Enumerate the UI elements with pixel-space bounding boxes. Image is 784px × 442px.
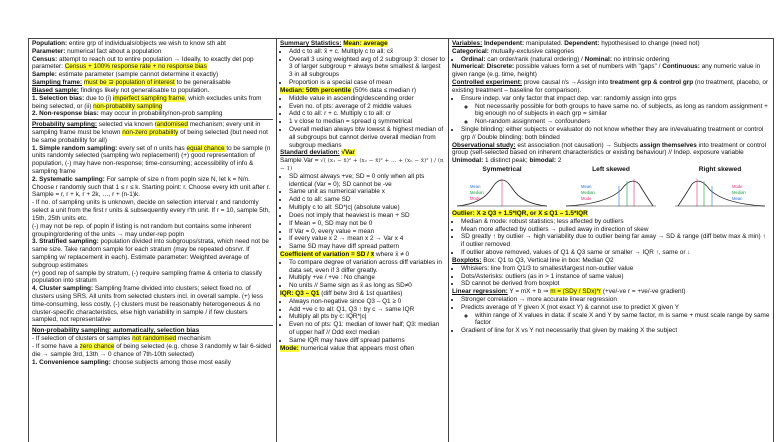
symmetrical-diagram: Symmetrical Mean Median Mode — [452, 166, 552, 208]
symmetrical-curve — [452, 174, 552, 208]
cv-header: Coefficient of variation = SD / x̄ where x̄ ≠ 0 — [280, 250, 410, 258]
parameter-line: Parameter: numerical fact about a population — [32, 47, 162, 55]
sampling-frame-line: Sampling frame: must be ⊇ population of interest to be generalisable — [32, 79, 231, 87]
boxplots-line: Boxplots: Box: Q1 to Q3, Vertical line in box: Median Q2 — [452, 256, 614, 264]
regression-list: • Stronger correlation → more accurate linear regression • Predicts average of Y given X (not exact Y) & cannot use to predict X given Y ◦ within range of X values in data: if scale X and Y by same factor, m is same + must scale range by same factor • Gradient of line for X vs Y not necessarily that given by making X the subject — [461, 296, 770, 335]
cv-list: • To compare degree of variation across diff variables in data set, even if 3 differ greatly. • Multiply +ve / +ve : No change • No units // Same sign as x̄ as long as SD≠0 — [289, 259, 445, 290]
iqr-header: IQR: Q3 – Q1 (diff betw 3rd & 1st quartiles) — [280, 290, 403, 297]
stratified-sampling: 3. Stratified sampling: population divided into subgroups/strata, which need not be same size. Take random sample for each stratum (may be repeated obsrvr. If sampling w/ replacement in each). Estimate parameter: Weighted average of subgroup estimates — [32, 238, 269, 269]
median-list: • Middle value in ascending/descending order • Even no. of pts: average of 2 middle values • Add c to all: r + c. Multiply c to all: cr • 1 v close to median = spread q symmetrical • Overall median always btw lowest & highest median of all subgroups but cannot derive overall median from subgroup medians — [289, 95, 445, 150]
right-skewed-curve — [670, 174, 770, 208]
right-skewed-diagram: Right skewed Mode Median Mean — [670, 166, 770, 208]
cheat-sheet — [28, 38, 774, 441]
right-label-mean: Mean — [732, 196, 743, 202]
distribution-diagrams — [452, 166, 770, 208]
categorical-line: Categorical: mutually-exclusive categories — [452, 47, 575, 55]
linear-regression-line: Linear regression: Y = mX + b ⇒ m = (SDy / SDx)*r (+ve/-ve r = +ve/-ve gradient) — [452, 288, 686, 296]
variance-formula: Sample Var = √( (x₁ − x̄)² + (x₂ − x̄)² + … + (xₙ − x̄)² ) / (n − 1) — [280, 157, 444, 172]
non-probability-section: Non-probability sampling: automatically, selection bias - If selection of clusters or samples not randomised mechanism - If some have a zero chance of being selected (e.g. chose 3 randomly w fair 6-sided die → sample 3rd, 13th → 0 chance of 7th-10th selected) 1. Convenience sampling: choose subjects among those most easily — [32, 327, 272, 366]
population-line: Population: entire grp of individuals/objects we wish to know sth abt — [32, 40, 226, 47]
left-label-mean: Mean — [581, 184, 592, 190]
sym-label-mean: Mean — [470, 184, 481, 190]
census-highlight: Census + 100% response rate + no response bias — [64, 63, 207, 71]
variables-line: Variables: Independent: manipulated. Dependent: hypothesised to change (need not) — [452, 40, 700, 47]
biased-sample-line: Biased sample: findings likely not generalisable to population. — [32, 86, 210, 94]
controlled-list: • Ensure indep. var only factor that impact dep. var: randomly assign into grps ◦ Not necessarily possible for both groups to have same no. of subjects, as long as random assignment + big enough no of subjects in each grp = similar ◦ Non-random assignment → confounders • Single blinding: either subjects or evaluator do not know whether they are in/evaluating treatment or control grp // Double blinding: both blinded — [461, 95, 770, 142]
outlier-header: Outlier: X ≥ Q3 + 1.5*IQR, or X ≤ Q1 – 1.5*IQR — [452, 210, 588, 218]
unimodal-line: Unimodal: 1 distinct peak; bimodal: 2 — [452, 157, 562, 165]
numerical-line: Numerical: Discrete: possible values form a set of numbers with "gaps" / Continuous: any numeric value in given range (e.g. time, height) — [452, 63, 761, 79]
cluster-sampling: 4. Cluster sampling: Sampling frame divided into clusters; select fixed no. of clusters using SRS. All units from selected clusters incl. in overall sample. (+) less time-consuming, less costly, (-) clusters must be reasonably heterogeneous & no cluster-specific characteristics, else high variability in sample / if few clusters sampled, not representative — [32, 285, 264, 324]
census-line: Census: attempt to reach out to entire population → Ideally, to exactly det pop parameter: Census + 100% response rate + no response bias — [32, 55, 254, 71]
right-label-mode: Mode — [732, 184, 743, 190]
probability-sampling-section: Probability sampling: selected via known randomised mechanism; every unit in sampling frame must be known non-zero probability of being selected (but need not be same probability for all) 1. Simple random sampling: every set of n units has equal chance to be sample (n units randomly selected (sampling w/o replacement) (+) good representation of population, (-) may have non-response; time-consuming; accessibility of info & sampling frame 2. Systematic sampling: For sample of size n from popln size N, let k = N/n. Choose r randomly such that 1 ≤ r ≤ k. Starting point: r. Choose every kth unit after r. Sample = r, r + k, r + 2k, …, r + (n-1)k. - If no. of sampling units is unknown, decide on selection interval r and randomly select a unit from the first r units & subsequently every r'th unit. If r = 10, sample 5th, 15th, 25th units etc. (-) may not be rep. of popln if listing is not random but contains some inherent grouping/ordering of the units → may under-rep popln 3. Stratified sampling: population divided into subgroups/strata, which need not be same size. Take random sample for each stratum (may be repeated obsrvr. If sampling w/ replacement in each). Estimate parameter: Weighted average of subgroup estimates (+) good rep of sample by stratum, (-) require sampling frame & criteria to classify population into stratum 4. Cluster sampling: Sampling frame divided into clusters; select fixed no. of clusters using SRS. All units from selected clusters incl. in overall sample. (+) less time-consuming, less costly, (-) clusters must be reasonably heterogeneous & no cluster-specific characteristics, else high variability in sample / if few clusters sampled, not representative — [32, 119, 273, 324]
sd-list: • SD almost always +ve; SD = 0 only when all pts identical (Var = 0); SD cannot be -ve • Same unit as numerical variable x • Add c to all: same SD • Multiply c to all: SD*|c| (absolute value) • Does not imply that heaviest is mean + SD • If Mean = 0, SD may not be 0 • If Var = 0, every value = mean • If every value x 2 → mean x 2 → Var x 4 • Same SD may have diff spread pattern — [289, 173, 445, 251]
observational-line: Observational study: est association (not causation) → Subjects assign themselves into treatment or control group (self-selected based on inherent characteristics or existing behaviour) // Indep. exposure variable — [452, 141, 767, 157]
column-sampling — [28, 39, 276, 442]
left-skewed-diagram: Left skewed Mean Median Mode — [561, 166, 661, 208]
left-label-mode: Mode — [581, 196, 592, 202]
systematic-sampling: 2. Systematic sampling: For sample of size n from popln size N, let k = N/n. Choose r randomly such that 1 ≤ r ≤ k. Starting point: r. Choose every kth unit after r. Sample = r, r + k, r + 2k, …, r + (n-1)k. — [32, 175, 271, 199]
controlled-experiment-line: Controlled experiment: prove causal r/s →Assign into treatment grp & control grp (no treatment, placebo, or existing treatment – baseline for comparison). — [452, 79, 769, 94]
sym-label-median: Median — [470, 190, 484, 196]
categorical-list: • Ordinal: can order/rank (natural ordering) / Nominal: no intrinsic ordering — [461, 56, 770, 64]
column-variables-experiments — [448, 39, 774, 442]
simple-random-sampling: 1. Simple random sampling: every set of n units has equal chance to be sample (n units randomly selected (sampling w/o replacement) (+) good representation of population, (-) may have non-response; time-consuming; accessibility of info & sampling frame — [32, 144, 271, 175]
left-label-median: Median — [581, 190, 595, 196]
left-skewed-curve — [561, 174, 661, 208]
right-label-median: Median — [732, 190, 746, 196]
boxplots-list: • Whiskers: line from Q1/3 to smallest/largest non-outlier value • Dots/Asterisks: outliers (as in > 1 instance of same value) • SD cannot be derived from boxplot — [461, 265, 770, 288]
sd-header: Standard deviation: √Var — [280, 149, 355, 157]
outlier-list: • Median & mode: robust statistics; less affected by outliers • Mean more affected by outliers → pulled away in direction of skew • SD greatly ↑ by outlier → high variability due to outlier being far away → SD & range (diff betw max & min) ↑ if outlier removed • If outlier above removed, values of Q1 & Q3 same or smaller → IQR ↑, same or ↓ — [461, 218, 770, 257]
selection-bias-line: 1. Selection bias: due to (i) imperfect sampling frame, which excludes units from being selected, or (ii) non-probability sampling — [32, 94, 262, 110]
iqr-list: • Always non-negative since Q3 – Q1 ≥ 0 • Add +ve c to all: Q1, Q3 ↑ by c → same IQR • Multiply all pts by c: IQR*|c| • Even no of pts: Q1: median of lower half; Q3: median of upper half // Odd excl median • Same IQR may have diff spread patterns — [289, 298, 445, 345]
summary-stats-header: Summary Statistics: Mean: average — [280, 40, 388, 47]
non-response-line: 2. Non-response bias: may occur in probability/non-prob sampling — [32, 110, 223, 118]
sym-label-mode: Mode — [470, 196, 481, 202]
median-header: Median: 50th percentile (50% data ≤ median r) — [280, 86, 416, 94]
mode-line: Mode: numerical value that appears most often — [280, 344, 415, 352]
mean-list: • Add c to all: x̄ + c. Multiply c to all: cx̄ • Overall 3 using weighted avg of 2 subgroup 3: closer to 3 of larger subgroup + always betw smallest & largest 3 in all subgroups • Proportion is a special case of mean — [289, 48, 445, 87]
sample-line: Sample: estimate parameter (sample cannot determine it exactly) — [32, 71, 219, 79]
column-summary-statistics — [276, 39, 448, 442]
convenience-sampling: 1. Convenience sampling: choose subjects among those most easily — [32, 358, 231, 366]
